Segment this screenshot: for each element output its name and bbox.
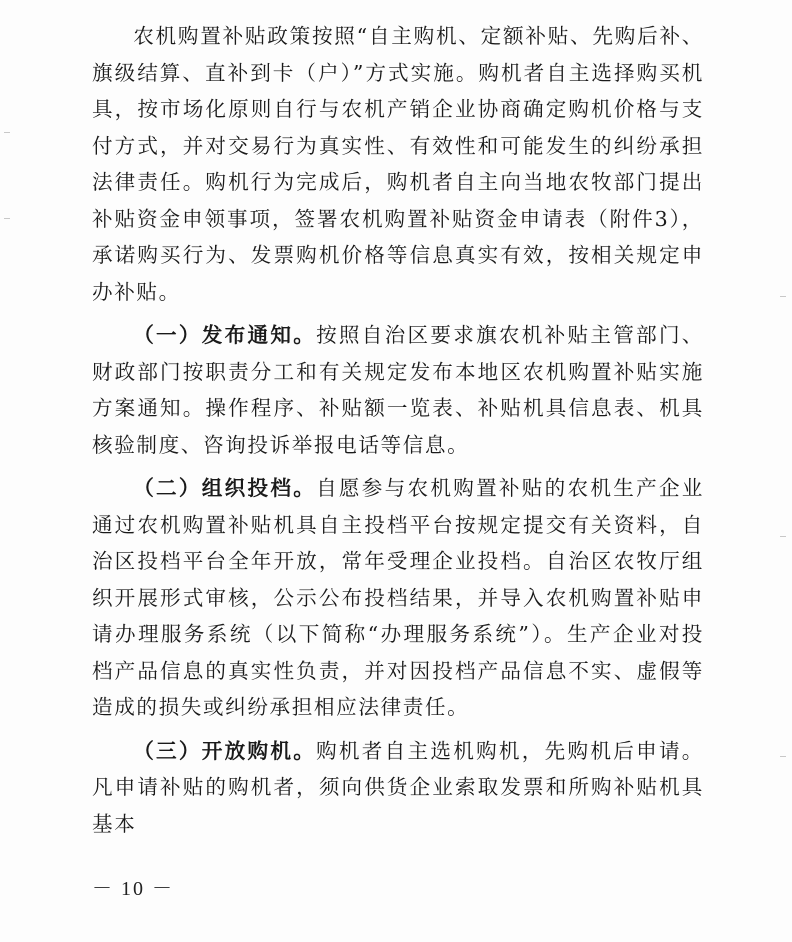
paragraph-publish-notice: [92, 317, 704, 463]
paragraph-heading: （一）发布通知。: [133, 323, 317, 347]
paragraph-text: 农机购置补贴政策按照“自主购机、定额补贴、先购后补、旗级结算、直补到卡（户）”方式实施。购机者自主选择购买机具，按市场化原则自行与农机产销企业协商确定购机价格与支付方式，并对交易行为真实性、有效性和可能发生的纠纷承担法律责任。购机行为完成后，购机者自主向当地农牧部门提出补贴资金申领事项，签署农机购置补贴资金申请表（附件3），承诺购买行为、发票购机价格等信息真实有效，按相关规定申办补贴。: [92, 24, 704, 304]
paragraph-heading: （二）组织投档。: [133, 476, 317, 500]
scan-edge-mark: [780, 296, 786, 297]
paragraph-organize-filing: [92, 470, 704, 726]
paragraph-text: 自愿参与农机购置补贴的农机生产企业通过农机购置补贴机具自主投档平台按规定提交有关资料，自治区投档平台全年开放，常年受理企业投档。自治区农牧厅组织开展形式审核，公示公布投档结果，并导入农机购置补贴申请办理服务系统（以下简称“办理服务系统”）。生产企业对投档产品信息的真实性负责，并对因投档产品信息不实、虚假等造成的损失或纠纷承担相应法律责任。: [92, 476, 704, 719]
paragraph-text: 购机者自主选机购机，先购机后申请。凡申请补贴的购机者，须向供货企业索取发票和所购补贴机具基本: [92, 738, 704, 836]
scan-edge-mark: [4, 132, 10, 133]
paragraph-subsidy-policy: [92, 18, 704, 310]
scan-edge-mark: [780, 536, 786, 537]
scan-edge-mark: [780, 756, 786, 757]
page-number: － 10 －: [92, 878, 174, 900]
paragraph-open-purchase: [92, 733, 704, 843]
paragraph-text: 按照自治区要求旗农机补贴主管部门、财政部门按职责分工和有关规定发布本地区农机购置补贴实施方案通知。操作程序、补贴额一览表、补贴机具信息表、机具核验制度、咨询投诉举报电话等信息。: [92, 323, 704, 457]
paragraph-heading: （三）开放购机。: [133, 738, 317, 763]
document-body: [92, 18, 704, 849]
scan-edge-mark: [4, 218, 10, 219]
